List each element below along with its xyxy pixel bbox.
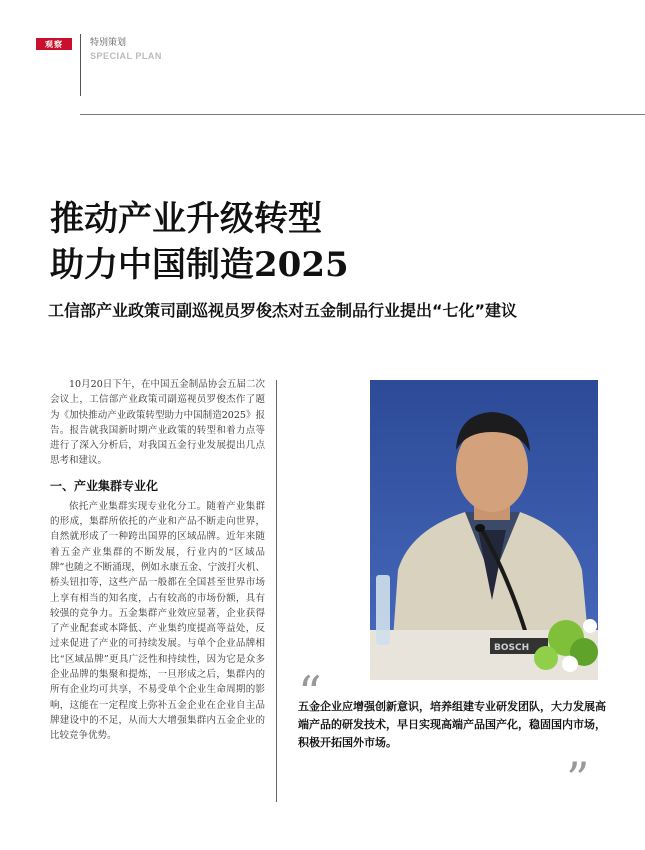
podium-nameplate: BOSCH xyxy=(494,643,530,653)
section-name-en: SPECIAL PLAN xyxy=(90,51,162,61)
header-divider-horizontal xyxy=(80,114,645,115)
header-divider-vertical xyxy=(80,34,81,96)
article-title-line-1: 推动产业升级转型 xyxy=(50,199,322,239)
section-name-cn: 特别策划 xyxy=(90,38,127,48)
section-heading: 一、产业集群专业化 xyxy=(50,478,159,493)
speaker-photo-illustration xyxy=(370,380,598,680)
speaker-photo xyxy=(370,380,598,680)
article-title-line-2: 助力中国制造2025 xyxy=(50,245,349,285)
intro-paragraph: 10月20日下午，在中国五金制品协会五届二次会议上，工信部产业政策司副巡视员罗俊杰作了题为《加快推动产业政策转型助力中国制造2025》报告。报告就我国新时期产业政策的转型和着力点等进行了深入分析后，对我国五金行业发展提出几点思考和建议。 xyxy=(50,379,265,467)
quote-open-mark: “ xyxy=(298,666,322,720)
article-body xyxy=(50,377,265,744)
section-tag: 观察 xyxy=(36,38,72,50)
pull-quote: 五金企业应增强创新意识，培养组建专业研发团队，大力发展高端产品的研发技术，早日实现高端产品国产化，稳固国内市场，积极开拓国外市场。 xyxy=(298,700,606,749)
body-paragraph: 依托产业集群实现专业化分工。随着产业集群的形成，集群所依托的产业和产品不断走向世界，自然就形成了一种跨出国界的区域品牌。近年来随着五金产业集群的不断发展，行业内的“区域品牌”也随之不断涌现，例如永康五金、宁波打火机、桥头钮扣等，这些产品一般都在全国甚至世界市场上享有相当的知名度，占有较高的市场份额，具有较强的竞争力。五金集群产业效应显著，企业获得了产业配套或本降低、产业集约度提高等益处，反过来促进了产业的可持续发展。与单个企业品牌相比“区域品牌”更具广泛性和持续性，因为它是众多企业品牌的集聚和提炼，一旦形成之后，集群内的所有企业均可共享，不易受单个企业生命周期的影响，这能在一定程度上弥补五金企业在企业自主品牌建设中的不足，从而大大增强集群内五金企业的比较竞争优势。 xyxy=(50,500,265,742)
quote-close-mark: ” xyxy=(566,752,590,806)
column-divider xyxy=(276,380,277,802)
article-title xyxy=(50,196,570,288)
article-subtitle: 工信部产业政策司副巡视员罗俊杰对五金制品行业提出“七化”建议 xyxy=(48,301,518,320)
